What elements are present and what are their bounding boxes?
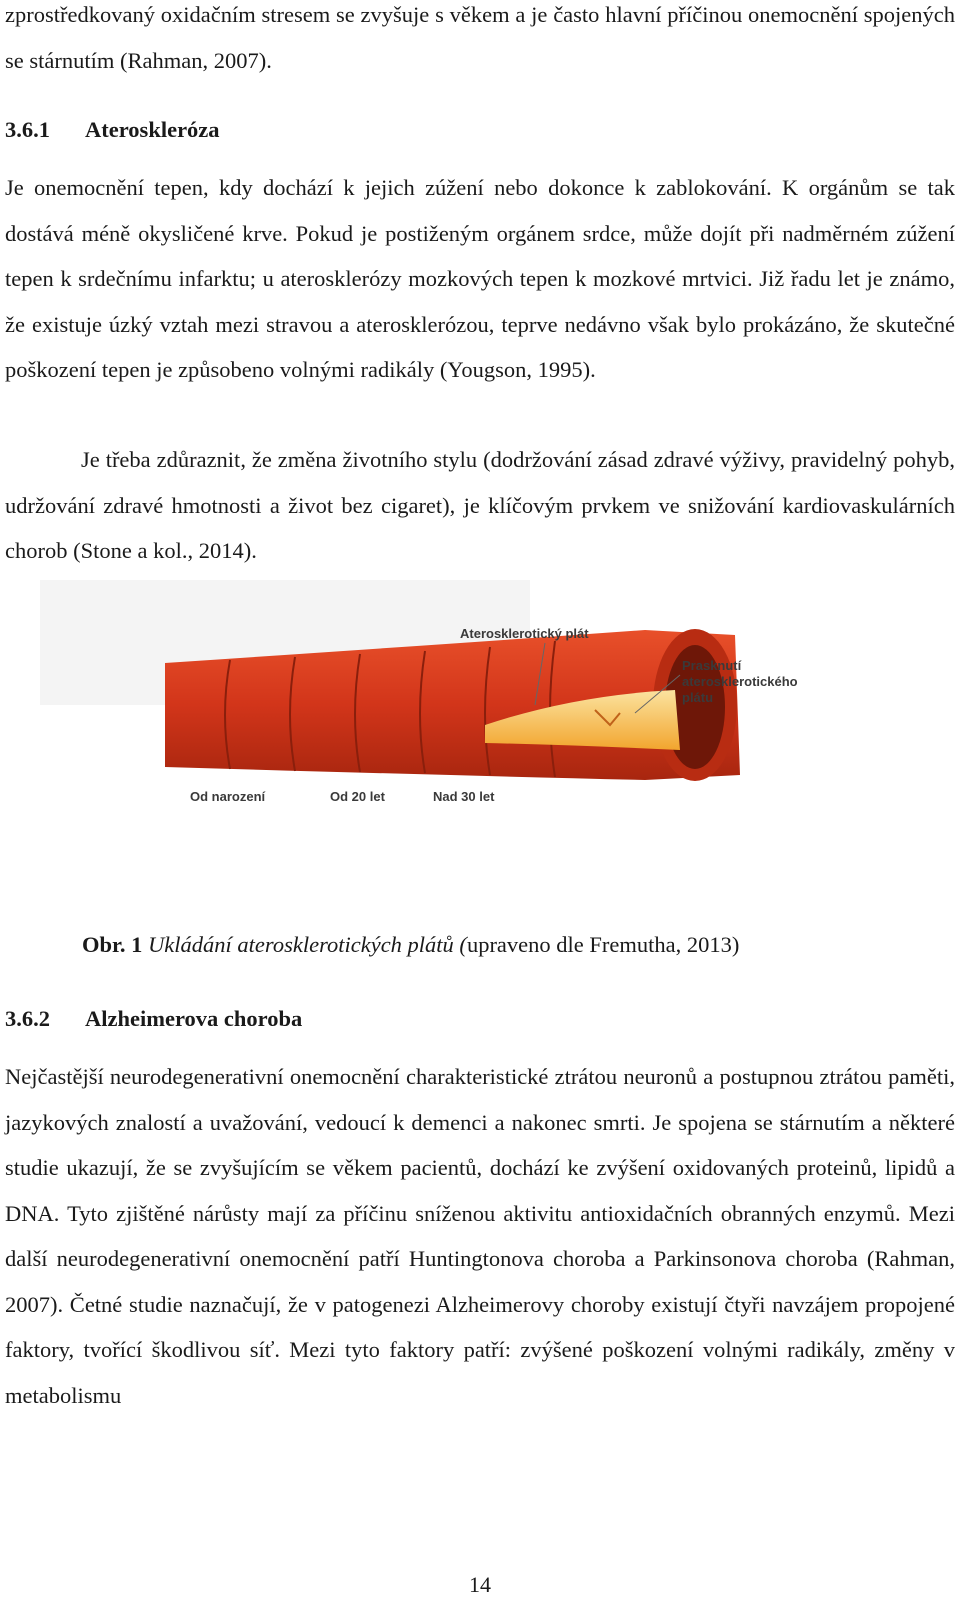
alzheimer-paragraph: Nejčastější neurodegenerativní onemocnění charakteristické ztrátou neuronů a postupnou ztrátou paměti, jazykových znalostí a uvažování, vedoucí k demenci a nakonec smrti. Je spojena se stárnutím a některé studie ukazují, že se zvyšujícím se věkem pacientů, dochází ke zvýšení oxidovaných proteinů, lipidů a DNA. Tyto zjištěné nárůsty mají za příčinu sníženou aktivitu antioxidačních obranných enzymů. Mezi další neurodegenerativní onemocnění patří Huntingtonova choroba a Parkinsonova choroba (Rahman, 2007). Četné studie naznačují, že v patogenezi Alzheimerovy choroby existují čtyři navzájem propojené faktory, tvořící škodlivou síť. Mezi tyto faktory patří: zvýšené poškození volnými radikály, změny v metabolismu bbox=[5, 1064, 955, 1408]
section-number: 3.6.1 bbox=[5, 117, 50, 142]
label-over-30: Nad 30 let bbox=[433, 789, 495, 804]
section-heading-3-6-1 bbox=[5, 115, 220, 145]
label-rupture-line-3: plátu bbox=[682, 690, 714, 705]
caption-source: upraveno dle Fremutha, 2013) bbox=[466, 932, 740, 957]
section-title: Alzheimerova choroba bbox=[85, 1006, 303, 1031]
atherosclerosis-figure bbox=[35, 575, 935, 835]
label-rupture-line-2: aterosklerotického bbox=[682, 674, 798, 689]
section-number: 3.6.2 bbox=[5, 1006, 50, 1031]
label-atherosclerotic-plaque: Aterosklerotický plát bbox=[460, 626, 589, 641]
caption-label: Obr. 1 bbox=[82, 932, 143, 957]
atherosclerosis-paragraph-1: Je onemocnění tepen, kdy dochází k jejich zúžení nebo dokonce k zablokování. K orgánům se tak dostává méně okysličené krve. Pokud je postiženým orgánem srdce, může dojít při nadměrném zúžení tepen k srdečnímu infarktu; u aterosklerózy mozkových tepen k mozkové mrtvici. Již řadu let je známo, že existuje úzký vztah mezi stravou a aterosklerózou, teprve nedávno však bylo prokázáno, že skutečné poškození tepen je způsobeno volnými radikály (Yougson, 1995). bbox=[5, 175, 955, 382]
intro-paragraph: zprostředkovaný oxidačním stresem se zvyšuje s věkem a je často hlavní příčinou onemocnění spojených se stárnutím (Rahman, 2007). bbox=[5, 2, 955, 73]
label-from-20: Od 20 let bbox=[330, 789, 385, 804]
page-number: 14 bbox=[469, 1572, 491, 1597]
caption-title: Ukládání aterosklerotických plátů ( bbox=[148, 932, 467, 957]
section-heading-3-6-2 bbox=[5, 1004, 302, 1034]
atherosclerosis-paragraph-2: Je třeba zdůraznit, že změna životního stylu (dodržování zásad zdravé výživy, pravidelný pohyb, udržování zdravé hmotnosti a život bez cigaret), je klíčovým prvkem ve snižování kardiovaskulárních chorob (Stone a kol., 2014). bbox=[5, 447, 955, 563]
label-from-birth: Od narození bbox=[190, 789, 266, 804]
figure-caption bbox=[82, 930, 739, 960]
label-rupture-line-1: Prasknutí bbox=[682, 658, 742, 673]
section-title: Ateroskleróza bbox=[85, 117, 220, 142]
